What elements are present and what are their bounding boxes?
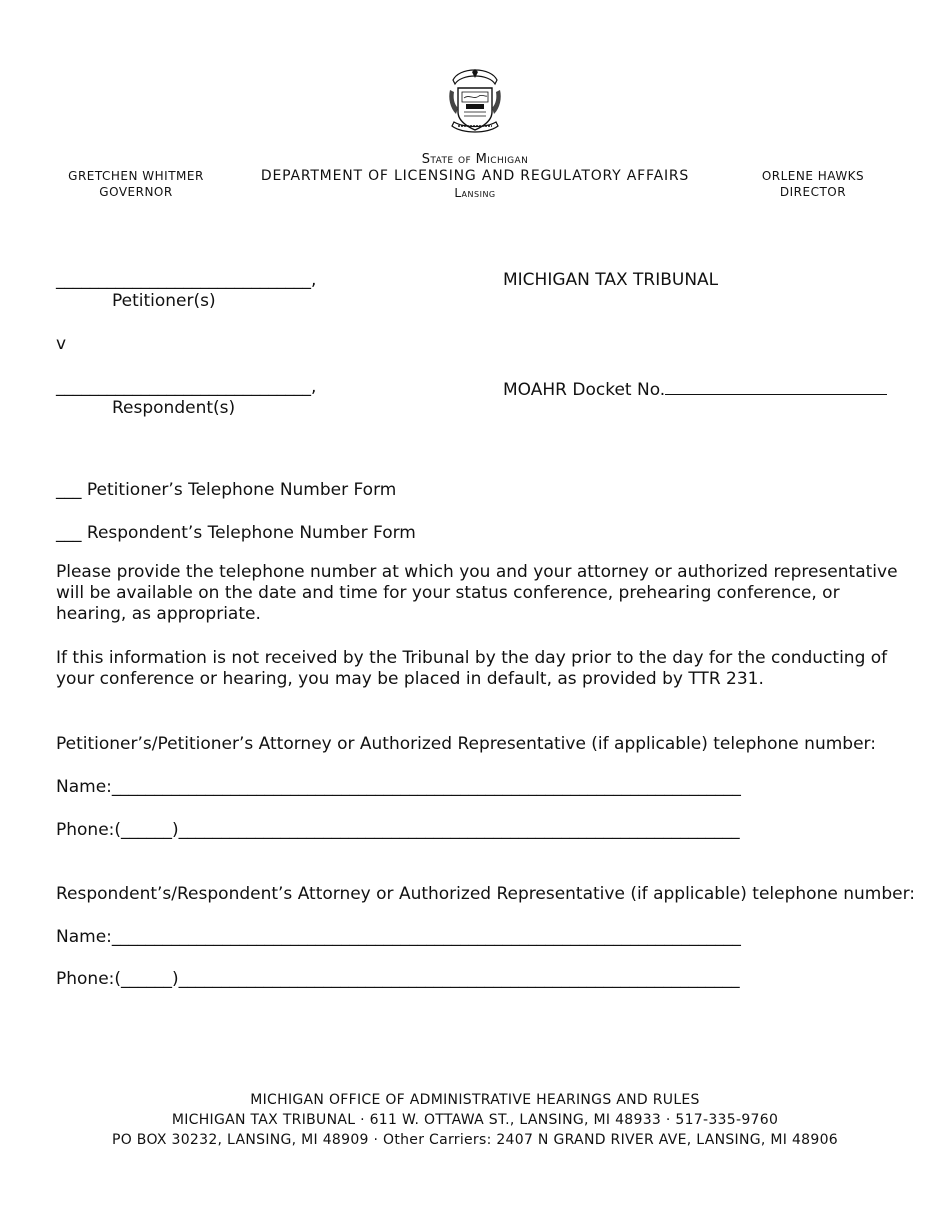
respondent-section-heading: Respondent’s/Respondent’s Attorney or Authorized Representative (if applicable) telephone number: bbox=[56, 884, 915, 904]
petitioner-blank-line[interactable]: ______________________________, bbox=[56, 270, 317, 290]
petitioner-name-field[interactable]: Name:__________________________________________________________________________ bbox=[56, 777, 741, 797]
respondent-label: Respondent(s) bbox=[112, 398, 236, 418]
governor-block bbox=[56, 168, 216, 200]
respondent-phone-field[interactable]: Phone:(______)__________________________________________________________________ bbox=[56, 969, 740, 989]
department-block bbox=[225, 152, 725, 201]
director-block bbox=[738, 168, 888, 200]
city-name: Lansing bbox=[454, 186, 496, 200]
footer-line-1: MICHIGAN OFFICE OF ADMINISTRATIVE HEARINGS AND RULES bbox=[250, 1092, 700, 1108]
respondent-form-label: Respondent’s Telephone Number Form bbox=[86, 523, 416, 543]
docket-number-field[interactable] bbox=[665, 377, 887, 395]
petitioner-form-label: Petitioner’s Telephone Number Form bbox=[86, 480, 397, 500]
governor-title: GOVERNOR bbox=[99, 185, 173, 199]
docket-label: MOAHR Docket No. bbox=[503, 380, 666, 400]
respondent-form-option[interactable] bbox=[56, 523, 416, 544]
michigan-seal-icon bbox=[444, 68, 506, 136]
petitioner-phone-field[interactable]: Phone:(______)__________________________________________________________________ bbox=[56, 820, 740, 840]
footer-line-3: PO BOX 30232, LANSING, MI 48909 · Other Carriers: 2407 N GRAND RIVER AVE, LANSING, MI 48906 bbox=[111, 1132, 839, 1148]
tribunal-name: MICHIGAN TAX TRIBUNAL bbox=[503, 270, 719, 290]
petitioner-label: Petitioner(s) bbox=[112, 291, 216, 311]
governor-name: GRETCHEN WHITMER bbox=[68, 169, 204, 183]
instruction-paragraph-1: Please provide the telephone number at which you and your attorney or authorized representative will be available on the date and time for your status conference, prehearing conference, or hearing, as appropriate. bbox=[56, 562, 898, 624]
state-name: State of Michigan bbox=[421, 152, 529, 167]
respondent-blank-line[interactable]: ______________________________, bbox=[56, 377, 317, 397]
docket-row bbox=[503, 377, 887, 401]
director-title: DIRECTOR bbox=[779, 185, 847, 199]
instruction-paragraph-2: If this information is not received by the Tribunal by the day prior to the day for the conducting of your conference or hearing, you may be placed in default, as provided by TTR 231. bbox=[56, 648, 888, 689]
respondent-form-checkline[interactable]: ___ bbox=[56, 523, 82, 543]
director-name: ORLENE HAWKS bbox=[761, 169, 865, 183]
petitioner-form-checkline[interactable]: ___ bbox=[56, 480, 82, 500]
petitioner-form-option[interactable] bbox=[56, 480, 396, 501]
versus-label: v bbox=[56, 334, 67, 354]
page-footer bbox=[0, 1090, 950, 1150]
petitioner-section-heading: Petitioner’s/Petitioner’s Attorney or Authorized Representative (if applicable) telephone number: bbox=[56, 734, 876, 754]
respondent-name-field[interactable]: Name:__________________________________________________________________________ bbox=[56, 927, 741, 947]
footer-line-2: MICHIGAN TAX TRIBUNAL · 611 W. OTTAWA ST., LANSING, MI 48933 · 517-335-9760 bbox=[171, 1112, 779, 1128]
department-name: DEPARTMENT OF LICENSING AND REGULATORY AFFAIRS bbox=[260, 168, 690, 184]
